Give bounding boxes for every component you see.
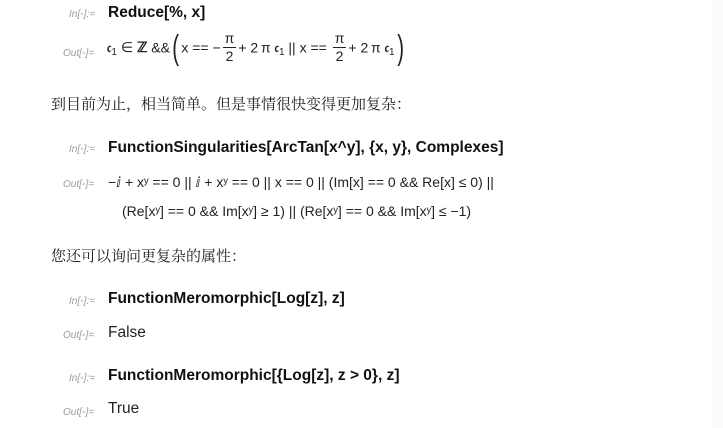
input-code-function-singularities[interactable]: FunctionSingularities[ArcTan[x^y], {x, y}, Complexes] xyxy=(108,139,504,156)
input-label: In[◦]:= xyxy=(69,9,96,20)
equals-operator: == xyxy=(310,39,327,56)
element-symbol: ∈ xyxy=(120,39,134,55)
output-false: False xyxy=(108,324,146,341)
sub-1: 1 xyxy=(278,47,285,58)
sub-1: 1 xyxy=(111,47,117,58)
c1-symbol: 𝔠 xyxy=(274,39,279,55)
var-x: x xyxy=(299,39,307,56)
input-code-function-meromorphic-assumption[interactable]: FunctionMeromorphic[{Log[z], z > 0}, z] xyxy=(108,367,400,384)
sub-1: 1 xyxy=(389,47,395,58)
explanatory-text: 到目前为止，相当简单。但是事情很快变得更加复杂： xyxy=(51,95,412,113)
close-paren: ) xyxy=(396,28,404,67)
minus-sign: − xyxy=(212,39,221,56)
input-label: In[◦]:= xyxy=(69,144,96,155)
two-pi: 2 π xyxy=(360,39,381,56)
input-label: In[◦]:= xyxy=(69,296,96,307)
output-label: Out[◦]= xyxy=(63,407,95,418)
fraction-pi-over-2: $\frac{\pi}{2}$ xyxy=(334,30,345,64)
c1-symbol: 𝔠 xyxy=(107,39,112,55)
plus-sign: + xyxy=(348,39,357,56)
input-label: In[◦]:= xyxy=(69,373,96,384)
output-singularities-line-1: −ⅈ + xʸ == 0 || ⅈ + xʸ == 0 || x == 0 || (Im[x] == 0 && Re[x] ≤ 0) || xyxy=(108,174,494,190)
output-true: True xyxy=(108,400,140,417)
output-label: Out[◦]= xyxy=(63,48,95,59)
input-code-reduce[interactable]: Reduce[%, x] xyxy=(108,4,206,21)
and-operator: && xyxy=(151,39,170,56)
plus-sign: + xyxy=(238,39,247,56)
c1-symbol: 𝔠 xyxy=(384,39,390,55)
two-pi: 2 π xyxy=(250,39,271,56)
fraction-pi-over-2: $\frac{\pi}{2}$ xyxy=(224,30,235,64)
input-code-function-meromorphic-log[interactable]: FunctionMeromorphic[Log[z], z] xyxy=(108,290,345,307)
or-operator: || xyxy=(288,39,296,56)
open-paren: ( xyxy=(172,28,180,67)
output-reduce-expression xyxy=(107,30,406,65)
integers-symbol: ℤ xyxy=(136,39,148,55)
output-label: Out[◦]= xyxy=(63,179,95,190)
output-singularities-line-2: (Re[xʸ] == 0 && Im[xʸ] ≥ 1) || (Re[xʸ] == 0 && Im[xʸ] ≤ −1) xyxy=(122,203,472,219)
window-edge xyxy=(713,0,723,428)
explanatory-text: 您还可以询问更复杂的属性： xyxy=(51,247,247,265)
equals-operator: == xyxy=(192,39,209,56)
var-x: x xyxy=(181,39,189,56)
output-label: Out[◦]= xyxy=(63,330,95,341)
